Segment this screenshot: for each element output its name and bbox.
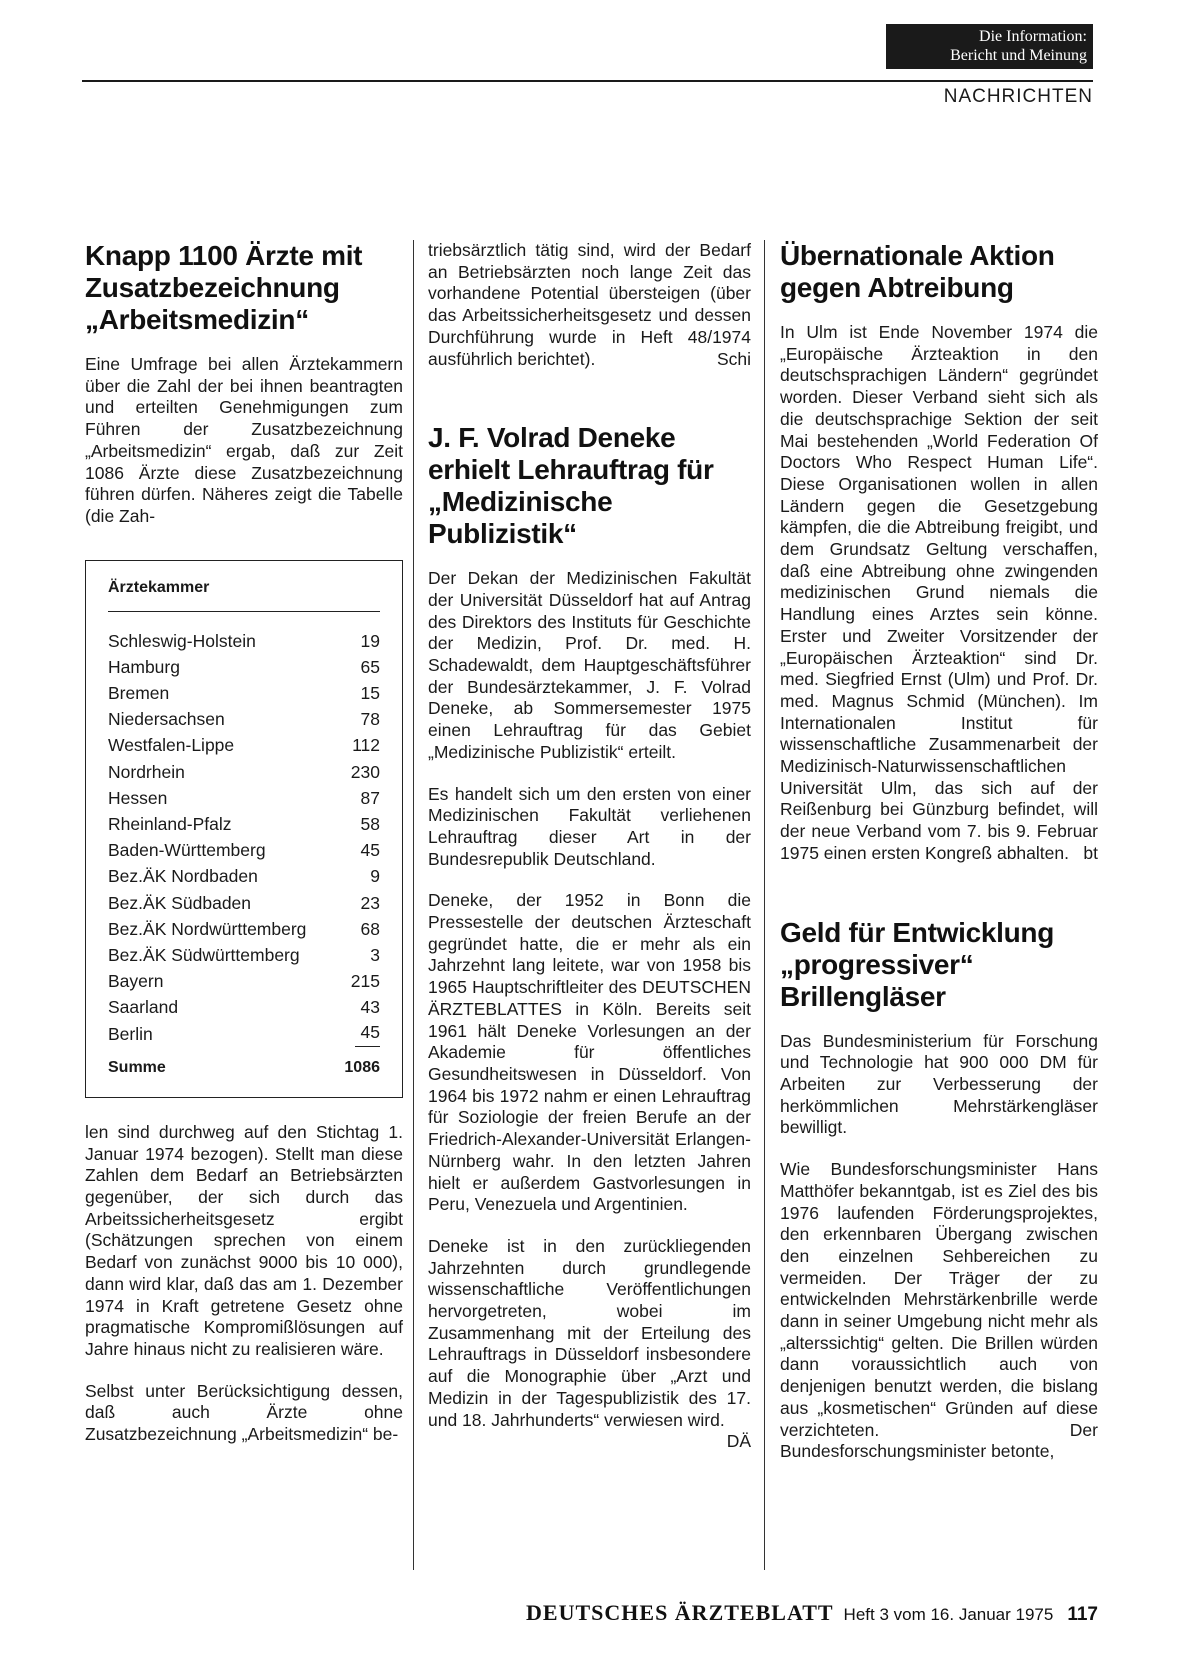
article-3-paragraph-1 bbox=[780, 322, 1098, 865]
article-2-paragraph-2: Es handelt sich um den ersten von einer Medizinischen Fakultät verliehenen Lehrauftrag dieser Art in der Bundesrepublik Deutschland. bbox=[428, 783, 751, 869]
table-cell-name: Baden-Württemberg bbox=[108, 840, 266, 861]
table-row bbox=[108, 994, 380, 1020]
table-header: Ärztekammer bbox=[108, 579, 380, 612]
table-cell-value: 58 bbox=[360, 814, 380, 835]
table-cell-name: Bremen bbox=[108, 683, 170, 704]
article-3-paragraph-1-text: In Ulm ist Ende November 1974 die „Europäische Ärzteaktion in den deutschsprachigen Ländern“ gegründet worden. Dieser Verband sieht sich als die deutschsprachige Sektion der seit Mai bestehenden „World Federation Of Doctors Who Respect Human Life“. Diese Organisationen wollen in allen Ländern gegen die Gesetzgebung kämpfen, die die Abtreibung freigibt, und dem Grundsatz Geltung verschaffen, daß eine Abtreibung ohne zwingenden medizinischen Grund niemals die Handlung eines Arztes sein könne. Erster und Zweiter Vorsitzender der „Europäischen Ärzteaktion“ sind Dr. med. Siegfried Ernst (Ulm) und Prof. Dr. med. Magnus Schmid (München). Im Internationalen Institut für wissenschaftliche Zusammenarbeit der Medizinisch-Naturwissenschaftlichen Universität Ulm, das sich auf der Reißenburg bei Günzburg befindet, will der neue Verband vom 7. bis 9. Februar 1975 einen ersten Kongreß abhalten. bbox=[780, 322, 1098, 863]
table-cell-name: Westfalen-Lippe bbox=[108, 735, 235, 756]
table-cell-value: 230 bbox=[350, 761, 380, 782]
table-row bbox=[108, 628, 380, 654]
article-3-signature: bt bbox=[1083, 842, 1098, 863]
table-cell-name: Bez.ÄK Nordbaden bbox=[108, 866, 258, 887]
article-2-paragraph-3: Deneke, der 1952 in Bonn die Pressestelle der deutschen Ärzteschaft gegründet hatte, die er mehr als ein Jahrzehnt lang leitete, war von 1958 bis 1965 Hauptschriftleiter des DEUTSCHEN ÄRZTEBLATTES in Köln. Bereits seit 1961 hält Deneke Vorlesungen an der Akademie für öffentliches Gesundheitswesen in Düsseldorf. Von 1964 bis 1972 nahm er einen Lehrauftrag für Soziologie der freien Berufe an der Friedrich-Alexander-Universität Erlangen-Nürnberg wahr. In den letzten Jahren hielt er außerdem Gastvorlesungen in Peru, Venezuela und Argentinien. bbox=[428, 890, 751, 1215]
column-divider-1 bbox=[413, 240, 414, 1570]
table-cell-name: Bayern bbox=[108, 971, 164, 992]
article-1-title: Knapp 1100 Ärzte mit Zusatzbezeichnung „Arbeitsmedizin“ bbox=[85, 240, 363, 335]
table-cell-value: 15 bbox=[360, 683, 380, 704]
article-1-paragraph-3: Selbst unter Berücksichtigung dessen, daß auch Ärzte ohne Zusatzbezeichnung „Arbeitsmedizin“ be- bbox=[85, 1380, 403, 1445]
table-row bbox=[108, 837, 380, 863]
article-1-paragraph-4 bbox=[428, 240, 751, 370]
physician-table bbox=[85, 560, 403, 1098]
table-row bbox=[108, 732, 380, 758]
section-title: NACHRICHTEN bbox=[943, 86, 1093, 107]
rubric-line-1: Die Information: bbox=[979, 28, 1087, 45]
table-row bbox=[108, 759, 380, 785]
table-cell-value: 112 bbox=[352, 735, 380, 756]
table-cell-value: 45 bbox=[360, 840, 380, 861]
article-2-title: J. F. Volrad Deneke erhielt Lehrauftrag für „Medizinische Publizistik“ bbox=[428, 422, 714, 550]
table-cell-value: 68 bbox=[360, 918, 380, 939]
table-cell-value: 215 bbox=[350, 971, 380, 992]
article-1-signature: Schi bbox=[716, 348, 751, 369]
article-2-paragraph-4-text: Deneke ist in den zurückliegenden Jahrzehnten durch grundlegende wissenschaftliche Veröffentlichungen hervorgetreten, wobei im Zusammenhang mit der Erteilung des Lehrauftrags in Düsseldorf insbesondere auf die Monographie über „Arzt und Medizin in der Tagespublizistik des 17. und 18. Jahrhunderts“ verwiesen wird. bbox=[428, 1235, 751, 1430]
article-1-paragraph-1: Eine Umfrage bei allen Ärztekammern über die Zahl der bei ihnen beantragten und erteilten Genehmigungen zum Führen der Zusatzbezeichnung „Arbeitsmedizin“ ergab, daß zur Zeit 1086 Ärzte diese Zusatzbezeichnung führen dürfen. Näheres zeigt die Tabelle (die Zah- bbox=[85, 354, 403, 526]
table-row bbox=[108, 680, 380, 706]
table-cell-value: 3 bbox=[370, 945, 380, 966]
header-rule bbox=[82, 80, 1093, 82]
table-cell-name: Bez.ÄK Südwürttemberg bbox=[108, 945, 300, 966]
article-4-paragraph-2: Wie Bundesforschungsminister Hans Matthöfer bekanntgab, ist es Ziel des bis 1976 laufenden Förderungsprojektes, den erkennbaren Übergang zwischen den einzelnen Sehbereichen zu vermeiden. Der Träger der zu entwickelnden Mehrstärkenbrille werde dann in seiner Umgebung nicht mehr als „alterssichtig“ gelten. Die Brillen würden dann voraussichtlich auch von denjenigen benutzt werden, die bislang aus „kosmetischen“ Gründen auf diese verzichteten. Der Bundesforschungsminister betonte, bbox=[780, 1159, 1098, 1462]
table-cell-value: 43 bbox=[360, 997, 380, 1018]
table-cell-name: Bez.ÄK Südbaden bbox=[108, 892, 252, 913]
table-cell-value: 9 bbox=[370, 866, 380, 887]
article-2-paragraph-1: Der Dekan der Medizinischen Fakultät der Universität Düsseldorf hat auf Antrag des Direktors des Instituts für Geschichte der Medizin, Prof. Dr. med. H. Schadewaldt, dem Hauptgeschäftsführer der Bundesärztekammer, J. F. Volrad Deneke, ab Sommersemester 1975 einen Lehrauftrag für das Gebiet „Medizinische Publizistik“ erteilt. bbox=[428, 568, 751, 762]
article-2-signature: DÄ bbox=[726, 1431, 751, 1452]
table-cell-value: 23 bbox=[360, 892, 380, 913]
table-row bbox=[108, 654, 380, 680]
table-cell-value: 45 bbox=[355, 1021, 380, 1047]
table-row bbox=[108, 942, 380, 968]
table-cell-name: Schleswig-Holstein bbox=[108, 630, 256, 651]
column-3 bbox=[780, 240, 1098, 1483]
column-divider-2 bbox=[764, 240, 765, 1570]
table-sum-value: 1086 bbox=[344, 1058, 380, 1076]
column-2 bbox=[428, 240, 751, 1453]
table-cell-value: 19 bbox=[360, 630, 380, 651]
issue-info: Heft 3 vom 16. Januar 1975 bbox=[843, 1605, 1054, 1624]
table-sum-label: Summe bbox=[108, 1058, 166, 1076]
table-row bbox=[108, 785, 380, 811]
table-row bbox=[108, 811, 380, 837]
article-3-title: Übernationale Aktion gegen Abtreibung bbox=[780, 240, 1055, 303]
table-row bbox=[108, 863, 380, 889]
table-cell-name: Saarland bbox=[108, 997, 179, 1018]
page-footer bbox=[470, 1600, 1098, 1626]
column-1 bbox=[85, 240, 403, 1466]
table-row bbox=[108, 1021, 380, 1047]
article-4-paragraph-1: Das Bundesministerium für Forschung und Technologie hat 900 000 DM für Arbeiten zur Verbesserung der herkömmlichen Mehrstärkengläser bewilligt. bbox=[780, 1030, 1098, 1138]
rubric-line-2: Bericht und Meinung bbox=[950, 47, 1087, 64]
table-row bbox=[108, 968, 380, 994]
article-2-paragraph-4 bbox=[428, 1235, 751, 1452]
table-cell-name: Berlin bbox=[108, 1023, 153, 1044]
journal-title: DEUTSCHES ÄRZTEBLATT bbox=[526, 1600, 834, 1625]
article-1-paragraph-2: len sind durchweg auf den Stichtag 1. Januar 1974 bezogen). Stellt man diese Zahlen dem Bedarf an Betriebsärzten gegenüber, der sich durch das Arbeitssicherheitsgesetz ergibt (Schätzungen sprechen von einem Bedarf von zunächst 9000 bis 10 000), dann wird klar, daß das am 1. Dezember 1974 in Kraft getretene Gesetz ohne pragmatische Kompromißlösungen auf Jahre hinaus nicht zu realisieren wäre. bbox=[85, 1121, 403, 1359]
table-cell-name: Bez.ÄK Nordwürttemberg bbox=[108, 918, 307, 939]
article-1-paragraph-4-text: triebsärztlich tätig sind, wird der Bedarf an Betriebsärzten noch lange Zeit das vorhandene Potential übersteigen (über das Arbeitssicherheitsgesetz und dessen Durchführung wurde in Heft 48/1974 ausführlich berichtet). bbox=[428, 240, 751, 369]
table-cell-value: 65 bbox=[360, 656, 380, 677]
table-body bbox=[108, 628, 380, 1047]
article-4-title: Geld für Entwicklung „progressiver“ Brillengläser bbox=[780, 916, 1055, 1012]
table-row bbox=[108, 890, 380, 916]
table-cell-name: Hessen bbox=[108, 787, 168, 808]
table-row bbox=[108, 916, 380, 942]
page-number: 117 bbox=[1067, 1604, 1098, 1625]
table-cell-value: 78 bbox=[360, 709, 380, 730]
rubric-badge bbox=[886, 24, 1093, 69]
table-cell-name: Niedersachsen bbox=[108, 709, 225, 730]
table-cell-value: 87 bbox=[360, 787, 380, 808]
table-cell-name: Rheinland-Pfalz bbox=[108, 814, 232, 835]
table-sum-row bbox=[108, 1059, 380, 1077]
table-cell-name: Hamburg bbox=[108, 656, 180, 677]
table-cell-name: Nordrhein bbox=[108, 761, 185, 782]
table-row bbox=[108, 706, 380, 732]
